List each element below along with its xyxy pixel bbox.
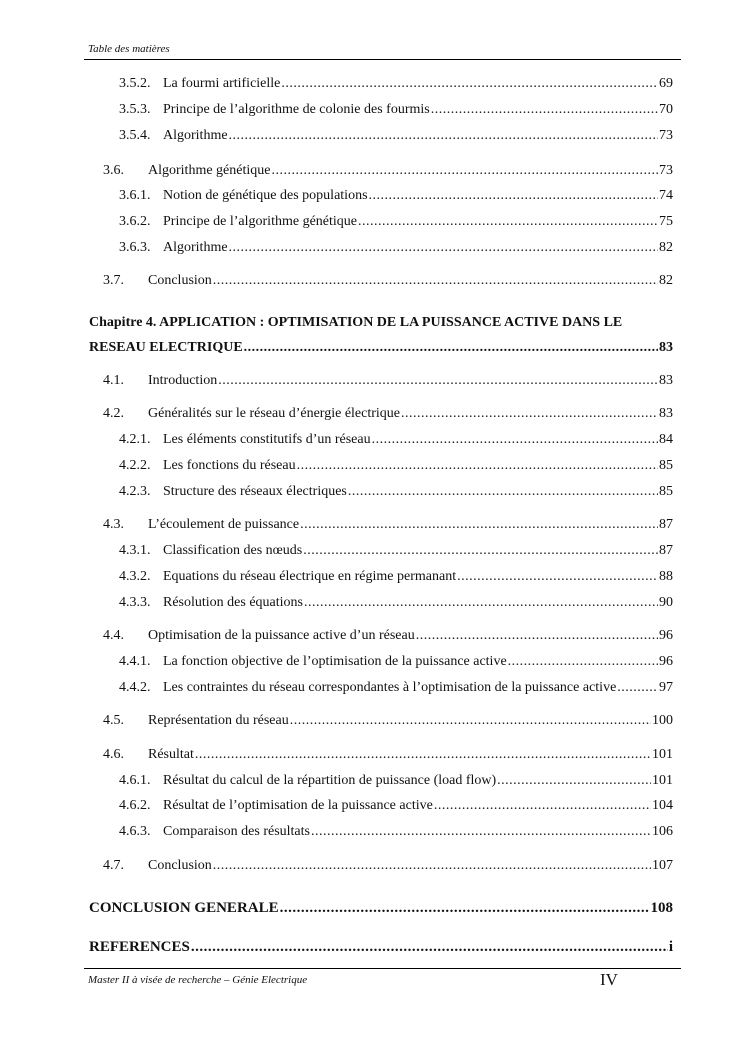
toc-entry[interactable]: [119, 797, 673, 815]
toc-number: 3.7.: [103, 273, 124, 288]
toc-number: 4.3.1.: [119, 543, 151, 558]
toc-title: Structure des réseaux électriques: [163, 484, 347, 499]
toc-entry[interactable]: [119, 187, 673, 205]
toc-number: 4.2.1.: [119, 432, 151, 447]
toc-page: 104: [652, 798, 673, 813]
toc-title: Les contraintes du réseau correspondantes à l’optimisation de la puissance active: [163, 680, 617, 695]
dot-leader: [369, 187, 658, 205]
toc-entry[interactable]: [119, 431, 673, 449]
toc-entry[interactable]: [119, 542, 673, 560]
toc-number: 4.2.2.: [119, 458, 151, 473]
toc-number: 4.3.2.: [119, 569, 151, 584]
toc-title: CONCLUSION GENERALE: [89, 900, 279, 916]
dot-leader: [497, 772, 651, 790]
toc-title: Conclusion: [148, 273, 212, 288]
toc-entry[interactable]: [103, 712, 673, 730]
toc-page: 107: [652, 858, 673, 873]
toc-entry[interactable]: [119, 594, 673, 612]
toc-page: 90: [659, 595, 673, 610]
toc-number: 4.3.: [103, 517, 124, 532]
footer-rule: [84, 968, 681, 969]
dot-leader: [300, 516, 658, 534]
toc-entry[interactable]: [119, 823, 673, 841]
dot-leader: [213, 272, 658, 290]
toc-title: Equations du réseau électrique en régime permanant: [163, 569, 457, 584]
toc-title: RESEAU ELECTRIQUE: [89, 340, 243, 355]
dot-leader: [271, 162, 658, 180]
toc-number: 4.2.3.: [119, 484, 151, 499]
toc-title: Représentation du réseau: [148, 713, 289, 728]
toc-entry[interactable]: [103, 162, 673, 180]
dot-leader: [280, 899, 650, 917]
toc-entry[interactable]: [89, 899, 673, 917]
header-rule: [84, 59, 681, 60]
toc-number: 3.6.3.: [119, 240, 151, 255]
toc-page: 101: [652, 773, 673, 788]
toc-number: 4.3.3.: [119, 595, 151, 610]
toc-entry[interactable]: [119, 679, 673, 697]
toc-page: 75: [659, 214, 673, 229]
toc-number: 3.5.3.: [119, 102, 151, 117]
toc-entry[interactable]: [119, 75, 673, 93]
toc-number: 4.6.3.: [119, 824, 151, 839]
toc-title: Classification des nœuds: [163, 543, 303, 558]
toc-entry[interactable]: [119, 568, 673, 586]
toc-page: 70: [659, 102, 673, 117]
toc-page: 83: [659, 406, 673, 421]
toc-page: 73: [659, 128, 673, 143]
toc-entry[interactable]: [119, 483, 673, 501]
toc-title: Optimisation de la puissance active d’un réseau: [148, 628, 415, 643]
toc-page: 97: [659, 680, 673, 695]
toc-page: 83: [659, 373, 673, 388]
toc-title: Résultat: [148, 747, 194, 762]
toc-page: 100: [652, 713, 673, 728]
toc-number: 4.6.2.: [119, 798, 151, 813]
toc-entry[interactable]: [103, 746, 673, 764]
dot-leader: [311, 823, 651, 841]
dot-leader: [191, 938, 668, 956]
running-header: Table des matières: [88, 43, 170, 55]
toc-title: Introduction: [148, 373, 218, 388]
toc-entry[interactable]: [119, 101, 673, 119]
dot-leader: [416, 627, 658, 645]
toc-title: Résolution des équations: [163, 595, 303, 610]
toc-page: i: [668, 939, 673, 955]
toc-page: 74: [659, 188, 673, 203]
toc-entry[interactable]: [103, 516, 673, 534]
dot-leader: [290, 712, 651, 730]
toc-entry[interactable]: [103, 627, 673, 645]
toc-entry[interactable]: [103, 272, 673, 290]
dot-leader: [281, 75, 658, 93]
toc-number: 4.6.1.: [119, 773, 151, 788]
toc-title: La fourmi artificielle: [163, 76, 281, 91]
toc-page: 96: [659, 654, 673, 669]
toc-page: 87: [659, 517, 673, 532]
dot-leader: [358, 213, 658, 231]
dot-leader: [297, 457, 658, 475]
dot-leader: [431, 101, 658, 119]
toc-page: 106: [652, 824, 673, 839]
toc-entry[interactable]: [119, 653, 673, 671]
toc-title: Les fonctions du réseau: [163, 458, 296, 473]
toc-title: Notion de génétique des populations: [163, 188, 368, 203]
toc-number: 3.5.2.: [119, 76, 151, 91]
toc-number: 3.6.1.: [119, 188, 151, 203]
toc-number: 3.5.4.: [119, 128, 151, 143]
toc-title: Algorithme: [163, 128, 228, 143]
toc-entry[interactable]: [119, 127, 673, 145]
toc-number: 4.6.: [103, 747, 124, 762]
dot-leader: [372, 431, 658, 449]
toc-entry[interactable]: [119, 772, 673, 790]
dot-leader: [304, 594, 658, 612]
toc-entry[interactable]: [89, 938, 673, 956]
toc-page: 85: [659, 458, 673, 473]
toc-title: La fonction objective de l’optimisation de la puissance active: [163, 654, 507, 669]
toc-title: Algorithme génétique: [148, 163, 271, 178]
dot-leader: [195, 746, 651, 764]
toc-number: 4.4.: [103, 628, 124, 643]
dot-leader: [617, 679, 658, 697]
dot-leader: [457, 568, 658, 586]
dot-leader: [229, 239, 658, 257]
toc-title: REFERENCES: [89, 939, 190, 955]
toc-title: Les éléments constitutifs d’un réseau: [163, 432, 371, 447]
toc-title: Généralités sur le réseau d’énergie électrique: [148, 406, 400, 421]
toc-number: 4.5.: [103, 713, 124, 728]
dot-leader: [508, 653, 658, 671]
toc-page: 82: [659, 273, 673, 288]
dot-leader: [213, 857, 651, 875]
toc-title: Résultat du calcul de la répartition de puissance (load flow): [163, 773, 497, 788]
toc-title: Principe de l’algorithme de colonie des fourmis: [163, 102, 430, 117]
dot-leader: [218, 372, 658, 390]
dot-leader: [434, 797, 651, 815]
toc-page: 88: [659, 569, 673, 584]
toc-number: 3.6.2.: [119, 214, 151, 229]
toc-page: 84: [659, 432, 673, 447]
dot-leader: [244, 339, 658, 357]
toc-title: Conclusion: [148, 858, 212, 873]
toc-number: 3.6.: [103, 163, 124, 178]
toc-page: 83: [659, 340, 673, 355]
toc-title: Comparaison des résultats: [163, 824, 310, 839]
toc-number: 4.1.: [103, 373, 124, 388]
toc-chapter-4-line2[interactable]: [89, 339, 673, 357]
toc-page: 82: [659, 240, 673, 255]
toc-page: 87: [659, 543, 673, 558]
toc-entry[interactable]: [103, 405, 673, 423]
toc-page: 96: [659, 628, 673, 643]
dot-leader: [303, 542, 658, 560]
toc-title: Résultat de l’optimisation de la puissance active: [163, 798, 433, 813]
toc-entry[interactable]: [103, 857, 673, 875]
toc-title: Principe de l’algorithme génétique: [163, 214, 357, 229]
toc-number: 4.7.: [103, 858, 124, 873]
dot-leader: [401, 405, 658, 423]
dot-leader: [348, 483, 658, 501]
toc-number: 4.4.2.: [119, 680, 151, 695]
toc-page: 73: [659, 163, 673, 178]
toc-entry[interactable]: [103, 372, 673, 390]
toc-number: 4.4.1.: [119, 654, 151, 669]
toc-entry[interactable]: [119, 239, 673, 257]
toc-page: 69: [659, 76, 673, 91]
toc-page: 85: [659, 484, 673, 499]
toc-title: Algorithme: [163, 240, 228, 255]
running-footer: Master II à visée de recherche – Génie Electrique: [88, 974, 308, 986]
toc-page: 108: [650, 900, 673, 916]
toc-number: 4.2.: [103, 406, 124, 421]
toc-title: L’écoulement de puissance: [148, 517, 300, 532]
toc-entry[interactable]: [119, 457, 673, 475]
toc-entry[interactable]: [119, 213, 673, 231]
dot-leader: [229, 127, 658, 145]
page-number: IV: [600, 970, 618, 989]
toc-page: 101: [652, 747, 673, 762]
toc-chapter-4-line1[interactable]: Chapitre 4. APPLICATION : OPTIMISATION DE LA PUISSANCE ACTIVE DANS LE: [89, 315, 623, 330]
